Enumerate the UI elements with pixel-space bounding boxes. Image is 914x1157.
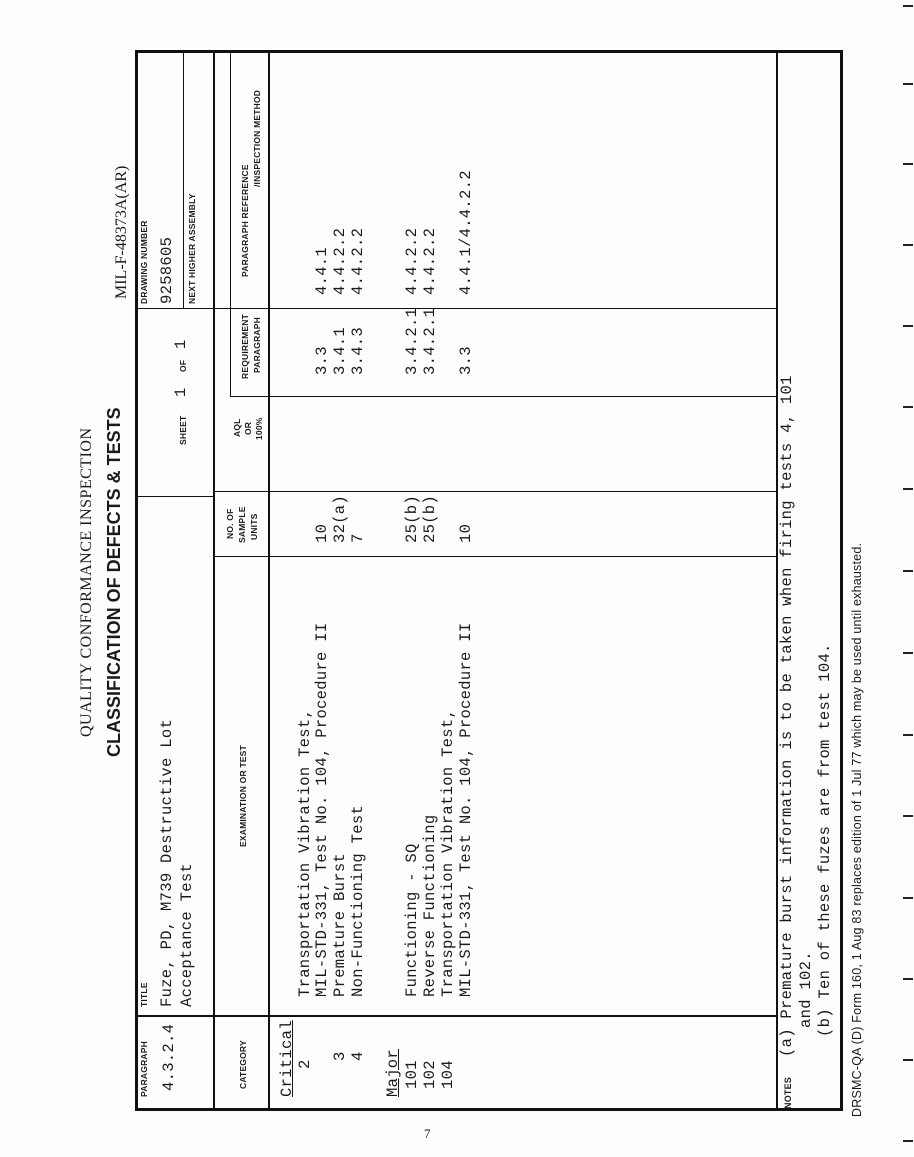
note-a: (a) Premature burst information is to be taken when firing tests 4, 101 [778,375,796,1057]
notes-label: NOTES [783,1076,793,1109]
row-sample-units: 7 [349,533,367,543]
col-exam: EXAMINATION OR TEST [238,745,248,847]
row-category: 3 [331,1051,349,1061]
row-reference: 4.4.1/4.4.2.2 [457,170,475,295]
row-exam: Reverse Functioning [421,814,439,997]
row-category: 102 [421,1060,439,1089]
row-category: 4 [349,1051,367,1061]
row-category: 104 [439,1060,457,1089]
page-number: 7 [424,1126,431,1141]
col-ref-2: /INSPECTION METHOD [252,89,262,187]
row-exam: MIL-STD-331, Test No. 104, Procedure II [457,622,475,997]
row-category: 101 [403,1060,421,1089]
row-reference: 4.4.1 [313,246,331,295]
row-sample-units: 10 [313,523,331,543]
row-sample-units: 10 [457,523,475,543]
row-reference: 4.4.2.2 [331,227,349,295]
col-sample-1: NO. OF [225,508,235,539]
row-sample-units: 25(b) [421,494,439,543]
row-reference: 4.4.2.2 [403,227,421,295]
row-exam: MIL-STD-331, Test No. 104, Procedure II [313,622,331,997]
group-critical: Critical [278,1020,296,1097]
row-requirement: 3.4.2.1 [403,307,421,375]
row-requirement: 3.4.3 [349,326,367,375]
row-exam: Transportation Vibration Test, [439,708,457,997]
doc-number: MIL-F-48373A(AR) [113,165,130,299]
col-sample-3: UNITS [249,513,259,540]
next-higher-assembly-label: NEXT HIGHER ASSEMBLY [187,193,197,304]
col-ref-1: PARAGRAPH REFERENCE [240,164,250,277]
row-sample-units: 32(a) [331,494,349,543]
group-major: Major [384,1048,402,1097]
row-requirement: 3.3 [313,346,331,375]
note-b: (b) Ten of these fuzes are from test 104. [816,643,834,1037]
note-a-continued: and 102. [797,951,815,1028]
col-sample-2: SAMPLE [237,506,247,543]
sheet-of-label: OF [178,359,188,372]
col-req-1: REQUIREMENT [240,313,250,379]
row-reference: 4.4.2.2 [421,227,439,295]
row-requirement: 3.4.1 [331,326,349,375]
col-aql-1: AQL [232,418,242,437]
col-aql-2: OR [243,421,253,435]
classification-title: CLASSIFICATION OF DEFECTS & TESTS [104,407,124,757]
drawing-number-value: 9258605 [158,236,176,304]
sheet-total: 1 [172,339,190,349]
row-requirement: 3.3 [457,346,475,375]
form-footer: DRSMC-QA (D) Form 160, 1 Aug 83 replaces edition of 1 Jul 77 which may be used until exhausted. [850,542,864,1117]
title-line-2: Acceptance Test [178,862,196,1007]
row-exam: Transportation Vibration Test, [296,708,314,997]
title-label: TITLE [139,982,149,1007]
qci-title: QUALITY CONFORMANCE INSPECTION [78,427,95,737]
paragraph-label: PARAGRAPH [139,1041,149,1097]
row-requirement: 3.4.2.1 [421,307,439,375]
col-aql-3: 100% [254,417,264,440]
col-category: CATEGORY [238,1040,248,1089]
row-exam: Non-Functioning Test [349,804,367,997]
row-exam: Premature Burst [331,852,349,997]
sheet-label: SHEET [178,415,188,445]
row-category: 2 [296,1059,314,1069]
title-line-1: Fuze, PD, M739 Destructive Lot [158,718,176,1007]
row-reference: 4.4.2.2 [349,227,367,295]
col-req-2: PARAGRAPH [252,317,262,373]
row-sample-units: 25(b) [403,494,421,543]
paragraph-value: 4.3.2.4 [160,1023,178,1091]
sheet-number: 1 [172,387,190,397]
row-exam: Functioning - SQ [403,843,421,997]
drawing-number-label: DRAWING NUMBER [139,220,149,304]
